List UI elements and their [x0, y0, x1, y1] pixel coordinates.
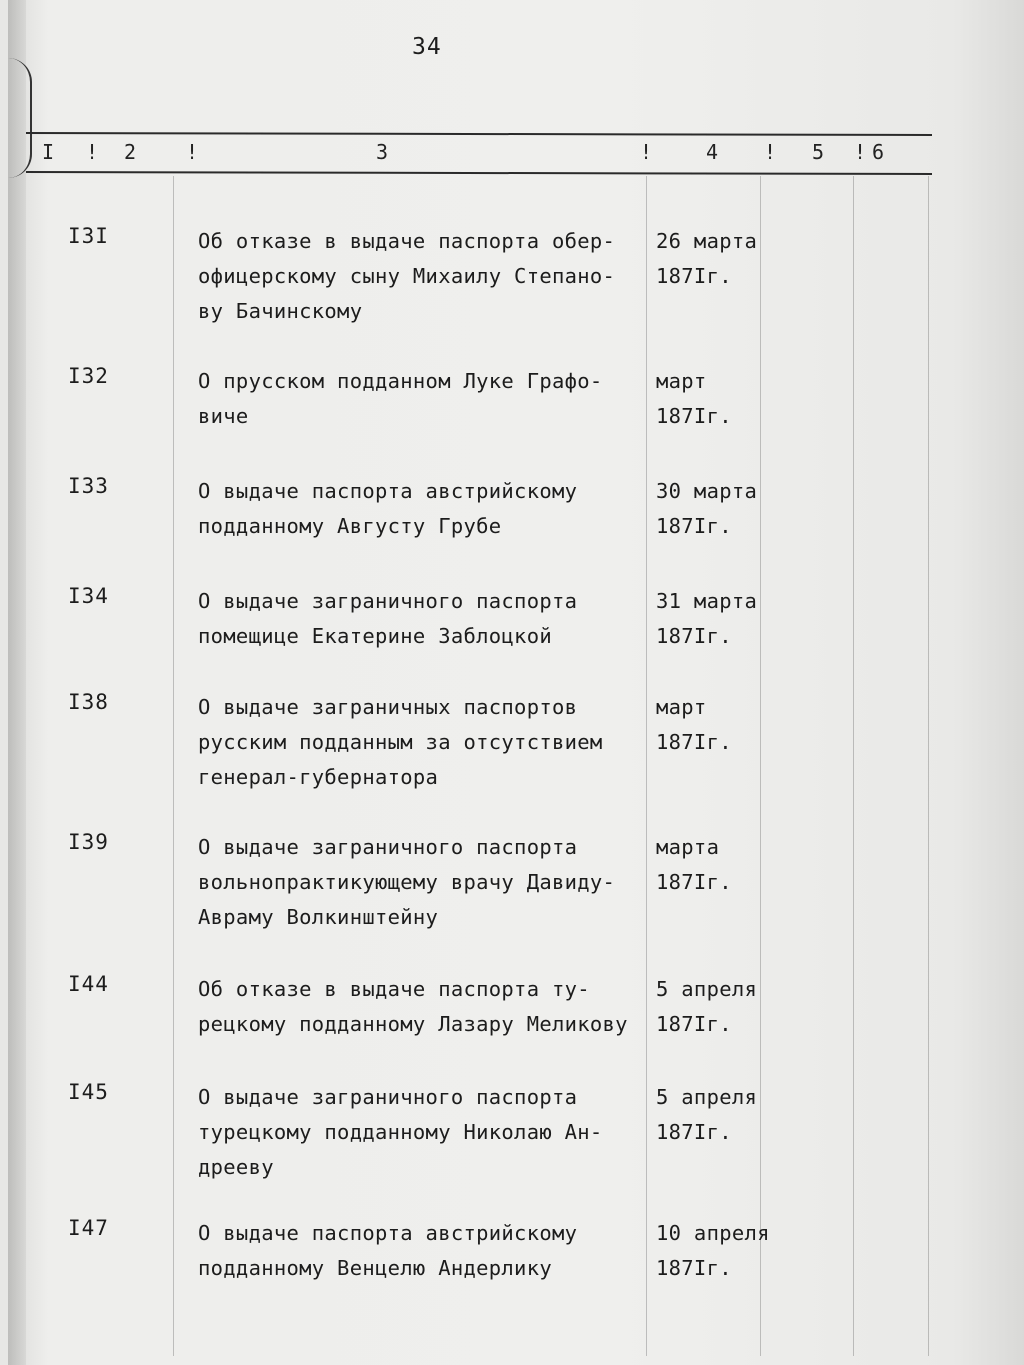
column-separator: ! — [86, 140, 99, 164]
entry-date: 10 апреля 187Iг. — [656, 1221, 770, 1280]
entry-description: О выдаче заграничного паспорта турецкому подданному Николаю Ан- дрееву — [198, 1085, 603, 1179]
entry-number: I45 — [68, 1080, 109, 1104]
column-divider — [928, 176, 929, 1356]
entry-date: март 187Iг. — [656, 695, 732, 754]
column-separator: ! — [640, 140, 653, 164]
binding-curve — [8, 58, 32, 178]
entry-description: О выдаче паспорта австрийскому подданному Венцелю Андерлику — [198, 1221, 578, 1280]
entry-description: Об отказе в выдаче паспорта ту- рецкому подданному Лазару Меликову — [198, 977, 628, 1036]
column-divider — [853, 176, 854, 1356]
entry-date: 30 марта 187Iг. — [656, 479, 758, 538]
entry-date: 31 марта 187Iг. — [656, 589, 758, 648]
page-number: 34 — [412, 34, 442, 60]
entry-description: О выдаче заграничного паспорта помещице Екатерине Заблоцкой — [198, 589, 578, 648]
binding-spine — [8, 0, 26, 1365]
entry-number: I39 — [68, 830, 109, 854]
entry-number: I38 — [68, 690, 109, 714]
column-header-5: 5 — [812, 140, 825, 164]
entry-date: март 187Iг. — [656, 369, 732, 428]
entry-date: 5 апреля 187Iг. — [656, 977, 758, 1036]
column-header-2: 2 — [124, 140, 137, 164]
column-divider — [173, 176, 174, 1356]
entry-description: О выдаче заграничного паспорта вольнопрактикующему врачу Давиду- Авраму Волкинштейну — [198, 835, 616, 929]
column-separator: ! — [764, 140, 777, 164]
entry-description: О выдаче заграничных паспортов русским подданным за отсутствием генерал-губернатора — [198, 695, 603, 789]
column-separator: ! — [854, 140, 867, 164]
column-header-1: I — [42, 140, 55, 164]
header-rule-bottom — [26, 171, 932, 175]
document-page — [8, 0, 1024, 1365]
entry-description: Об отказе в выдаче паспорта обер- офицерскому сыну Михаилу Степано- ву Бачинскому — [198, 229, 616, 323]
entry-date: марта 187Iг. — [656, 835, 732, 894]
column-divider — [760, 176, 761, 1356]
column-separator: ! — [186, 140, 199, 164]
entry-number: I33 — [68, 474, 109, 498]
column-header-3: 3 — [376, 140, 389, 164]
entry-number: I32 — [68, 364, 109, 388]
column-header-4: 4 — [706, 140, 719, 164]
header-rule-top — [26, 132, 932, 136]
entry-number: I44 — [68, 972, 109, 996]
column-header-6: 6 — [872, 140, 885, 164]
entry-number: I3I — [68, 224, 109, 248]
entry-date: 5 апреля 187Iг. — [656, 1085, 758, 1144]
entry-number: I47 — [68, 1216, 109, 1240]
entry-description: О прусском подданном Луке Графо- виче — [198, 369, 603, 428]
entry-number: I34 — [68, 584, 109, 608]
entry-description: О выдаче паспорта австрийскому подданному Августу Грубе — [198, 479, 578, 538]
entry-date: 26 марта 187Iг. — [656, 229, 758, 288]
